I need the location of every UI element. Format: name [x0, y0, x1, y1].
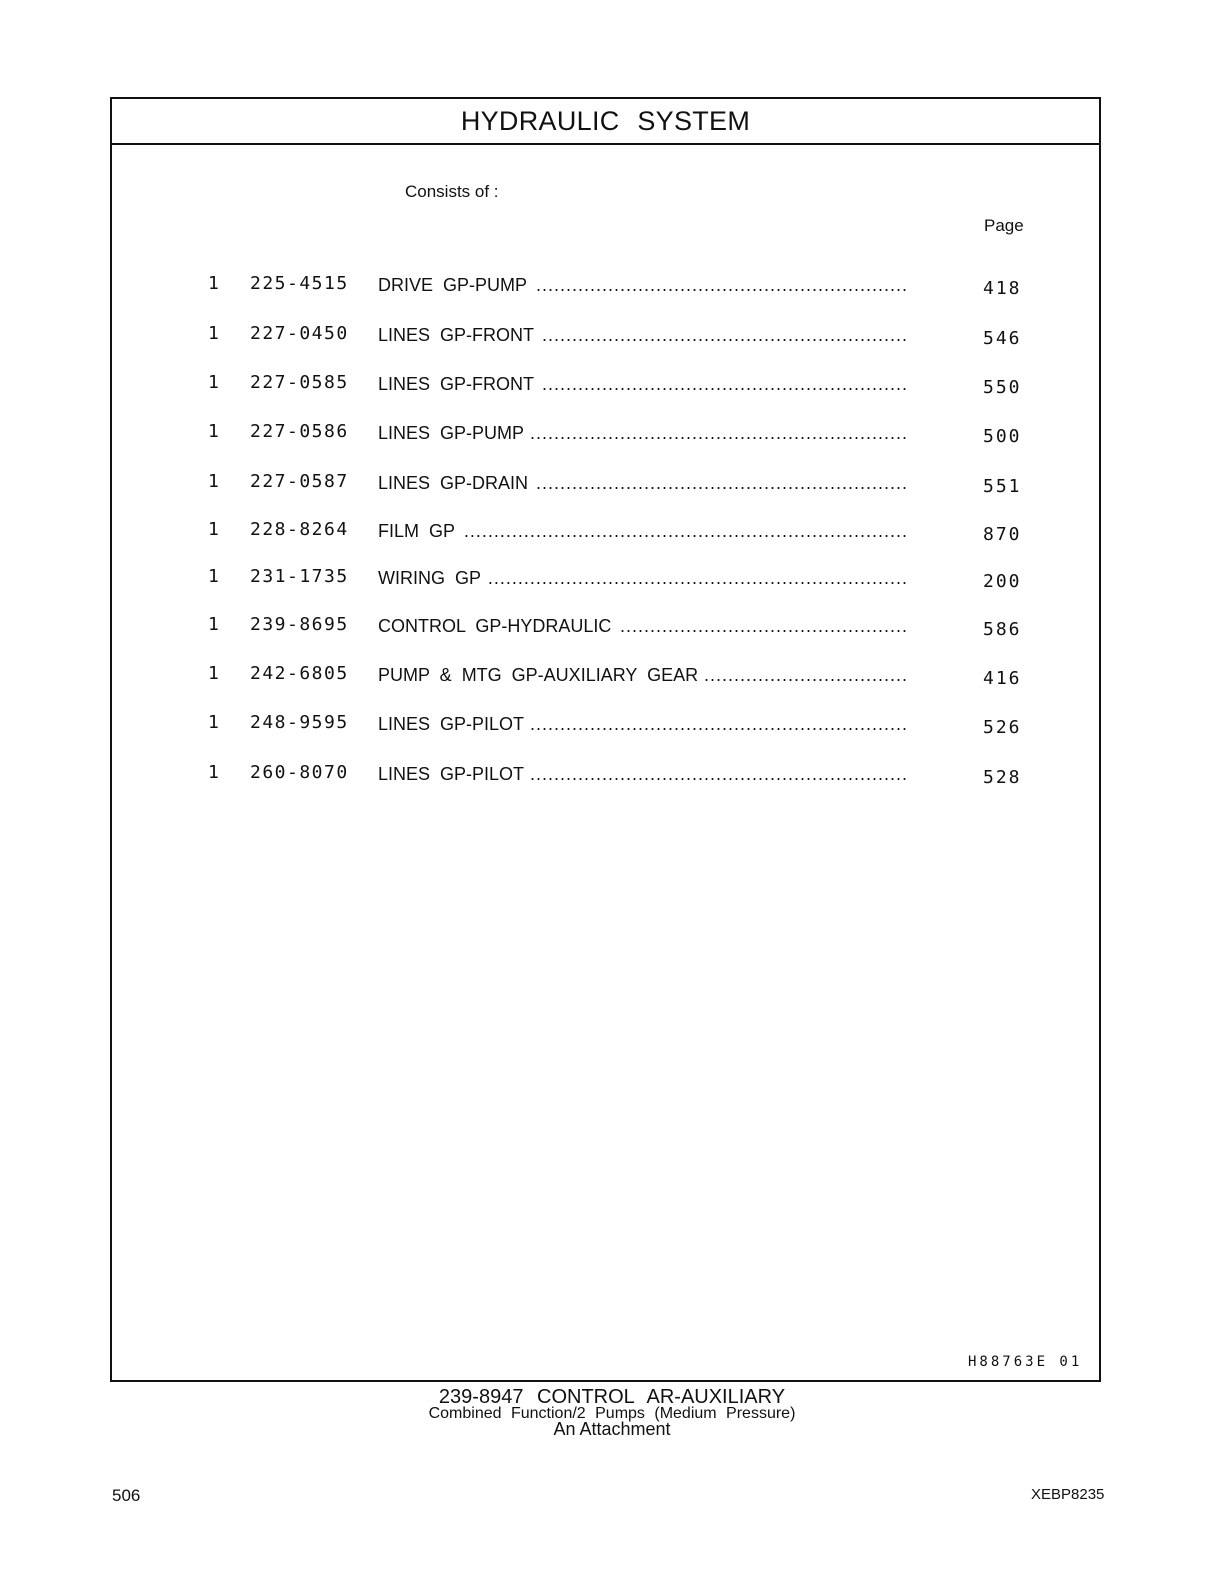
item-page-ref[interactable]: 586 — [983, 619, 1022, 640]
item-part-number: 239-8695 — [250, 614, 349, 635]
item-part-number: 227-0586 — [250, 421, 349, 442]
publication-code: XEBP8235 — [1031, 1486, 1105, 1503]
item-part-number: 225-4515 — [250, 273, 349, 294]
item-part-number: 228-8264 — [250, 519, 349, 540]
caption-note: An Attachment — [553, 1419, 671, 1439]
item-description: LINES GP-FRONT ............................................................. — [378, 374, 908, 394]
item-description: CONTROL GP-HYDRAULIC ................................................ — [378, 616, 908, 636]
item-page-ref[interactable]: 416 — [983, 668, 1022, 689]
item-page-ref[interactable]: 546 — [983, 328, 1022, 349]
item-quantity: 1 — [208, 663, 219, 684]
item-description: LINES GP-PILOT ............................................................... — [378, 764, 908, 784]
list-item — [112, 663, 1099, 689]
item-quantity: 1 — [208, 273, 219, 294]
content-frame — [110, 97, 1101, 1382]
title-bar — [112, 99, 1099, 145]
item-quantity: 1 — [208, 712, 219, 733]
item-page-ref[interactable]: 550 — [983, 377, 1022, 398]
page-title: HYDRAULIC SYSTEM — [460, 106, 751, 136]
list-item — [112, 614, 1099, 640]
item-description: LINES GP-FRONT ............................................................. — [378, 325, 908, 345]
item-quantity: 1 — [208, 471, 219, 492]
list-item — [112, 762, 1099, 788]
item-description: WIRING GP ...................................................................... — [378, 568, 908, 588]
list-item — [112, 566, 1099, 592]
list-item — [112, 519, 1099, 545]
list-item — [112, 323, 1099, 349]
page-number: 506 — [112, 1486, 141, 1505]
item-quantity: 1 — [208, 566, 219, 587]
item-quantity: 1 — [208, 614, 219, 635]
item-part-number: 231-1735 — [250, 566, 349, 587]
item-part-number: 242-6805 — [250, 663, 349, 684]
item-part-number: 227-0450 — [250, 323, 349, 344]
item-page-ref[interactable]: 551 — [983, 476, 1022, 497]
item-quantity: 1 — [208, 323, 219, 344]
item-description: DRIVE GP-PUMP .............................................................. — [378, 275, 908, 295]
item-description: LINES GP-PUMP ............................................................... — [378, 423, 908, 443]
item-page-ref[interactable]: 200 — [983, 571, 1022, 592]
page-column-header: Page — [984, 216, 1024, 235]
list-item — [112, 273, 1099, 299]
list-item — [112, 421, 1099, 447]
item-description: LINES GP-PILOT ............................................................... — [378, 714, 908, 734]
item-page-ref[interactable]: 418 — [983, 278, 1022, 299]
caption-subtitle: Combined Function/2 Pumps (Medium Pressure) — [428, 1405, 796, 1422]
item-quantity: 1 — [208, 372, 219, 393]
item-description: PUMP & MTG GP-AUXILIARY GEAR .................................. — [378, 665, 908, 685]
item-part-number: 227-0587 — [250, 471, 349, 492]
caption-title: 239-8947 CONTROL AR-AUXILIARY — [438, 1386, 786, 1408]
item-page-ref[interactable]: 500 — [983, 426, 1022, 447]
item-part-number: 227-0585 — [250, 372, 349, 393]
item-page-ref[interactable]: 528 — [983, 767, 1022, 788]
consists-of-label: Consists of : — [405, 182, 499, 201]
item-page-ref[interactable]: 526 — [983, 717, 1022, 738]
item-quantity: 1 — [208, 519, 219, 540]
item-quantity: 1 — [208, 421, 219, 442]
list-item — [112, 372, 1099, 398]
item-description: FILM GP .......................................................................... — [378, 521, 908, 541]
item-description: LINES GP-DRAIN .............................................................. — [378, 473, 908, 493]
list-item — [112, 712, 1099, 738]
item-part-number: 260-8070 — [250, 762, 349, 783]
item-part-number: 248-9595 — [250, 712, 349, 733]
document-reference: H88763E 01 — [968, 1354, 1083, 1370]
list-item — [112, 471, 1099, 497]
item-page-ref[interactable]: 870 — [983, 524, 1022, 545]
item-quantity: 1 — [208, 762, 219, 783]
